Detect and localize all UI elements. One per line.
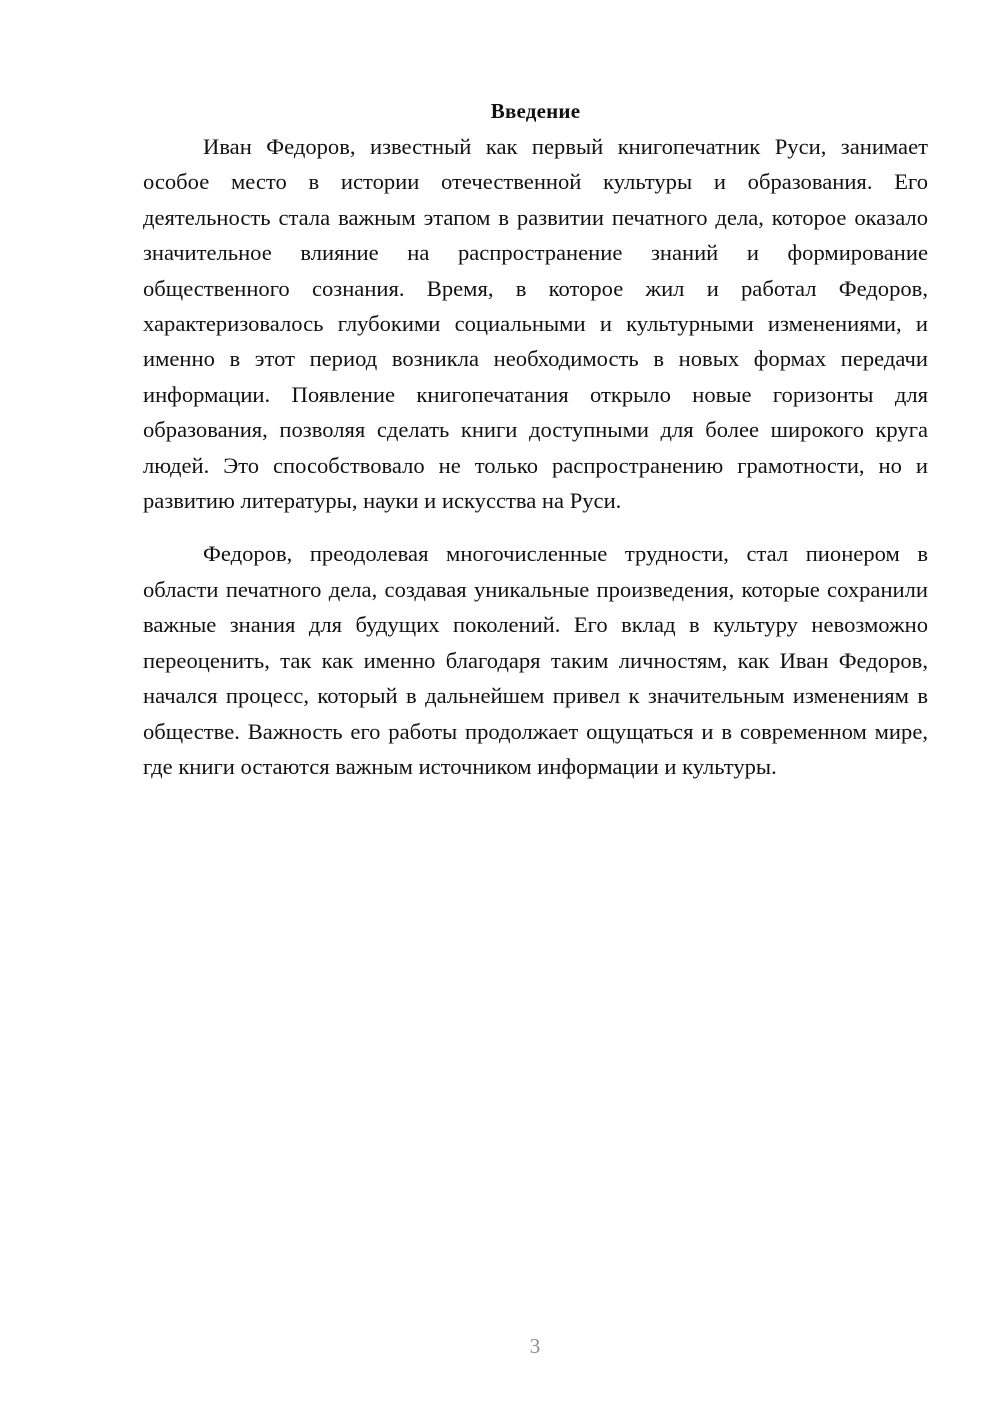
section-heading: Введение: [490, 99, 581, 123]
paragraph-2: Федоров, преодолевая многочисленные трудности, стал пионером в области печатного дела, создавая уникальные произведения, которые сохранили важные знания для будущих поколений. Его вклад в культуру невозможно переоценить, так как именно благодаря таким личностям, как Иван Федоров, начался процесс, который в дальнейшем привел к значительным изменениям в обществе. Важность его работы продолжает ощущаться и в современном мире, где книги остаются важным источником информации и культуры.: [143, 541, 928, 779]
page-number: 3: [529, 1334, 541, 1358]
page-content: [143, 94, 928, 784]
paragraph-1: Иван Федоров, известный как первый книгопечатник Руси, занимает особое место в истории отечественной культуры и образования. Его деятельность стала важным этапом в развитии печатного дела, которое оказало значительное влияние на распространение знаний и формирование общественного сознания. Время, в которое жил и работал Федоров, характеризовалось глубокими социальными и культурными изменениями, и именно в этот период возникла необходимость в новых формах передачи информации. Появление книгопечатания открыло новые горизонты для образования, позволяя сделать книги доступными для более широкого круга людей. Это способствовало не только распространению грамотности, но и развитию литературы, науки и искусства на Руси.: [143, 134, 928, 514]
